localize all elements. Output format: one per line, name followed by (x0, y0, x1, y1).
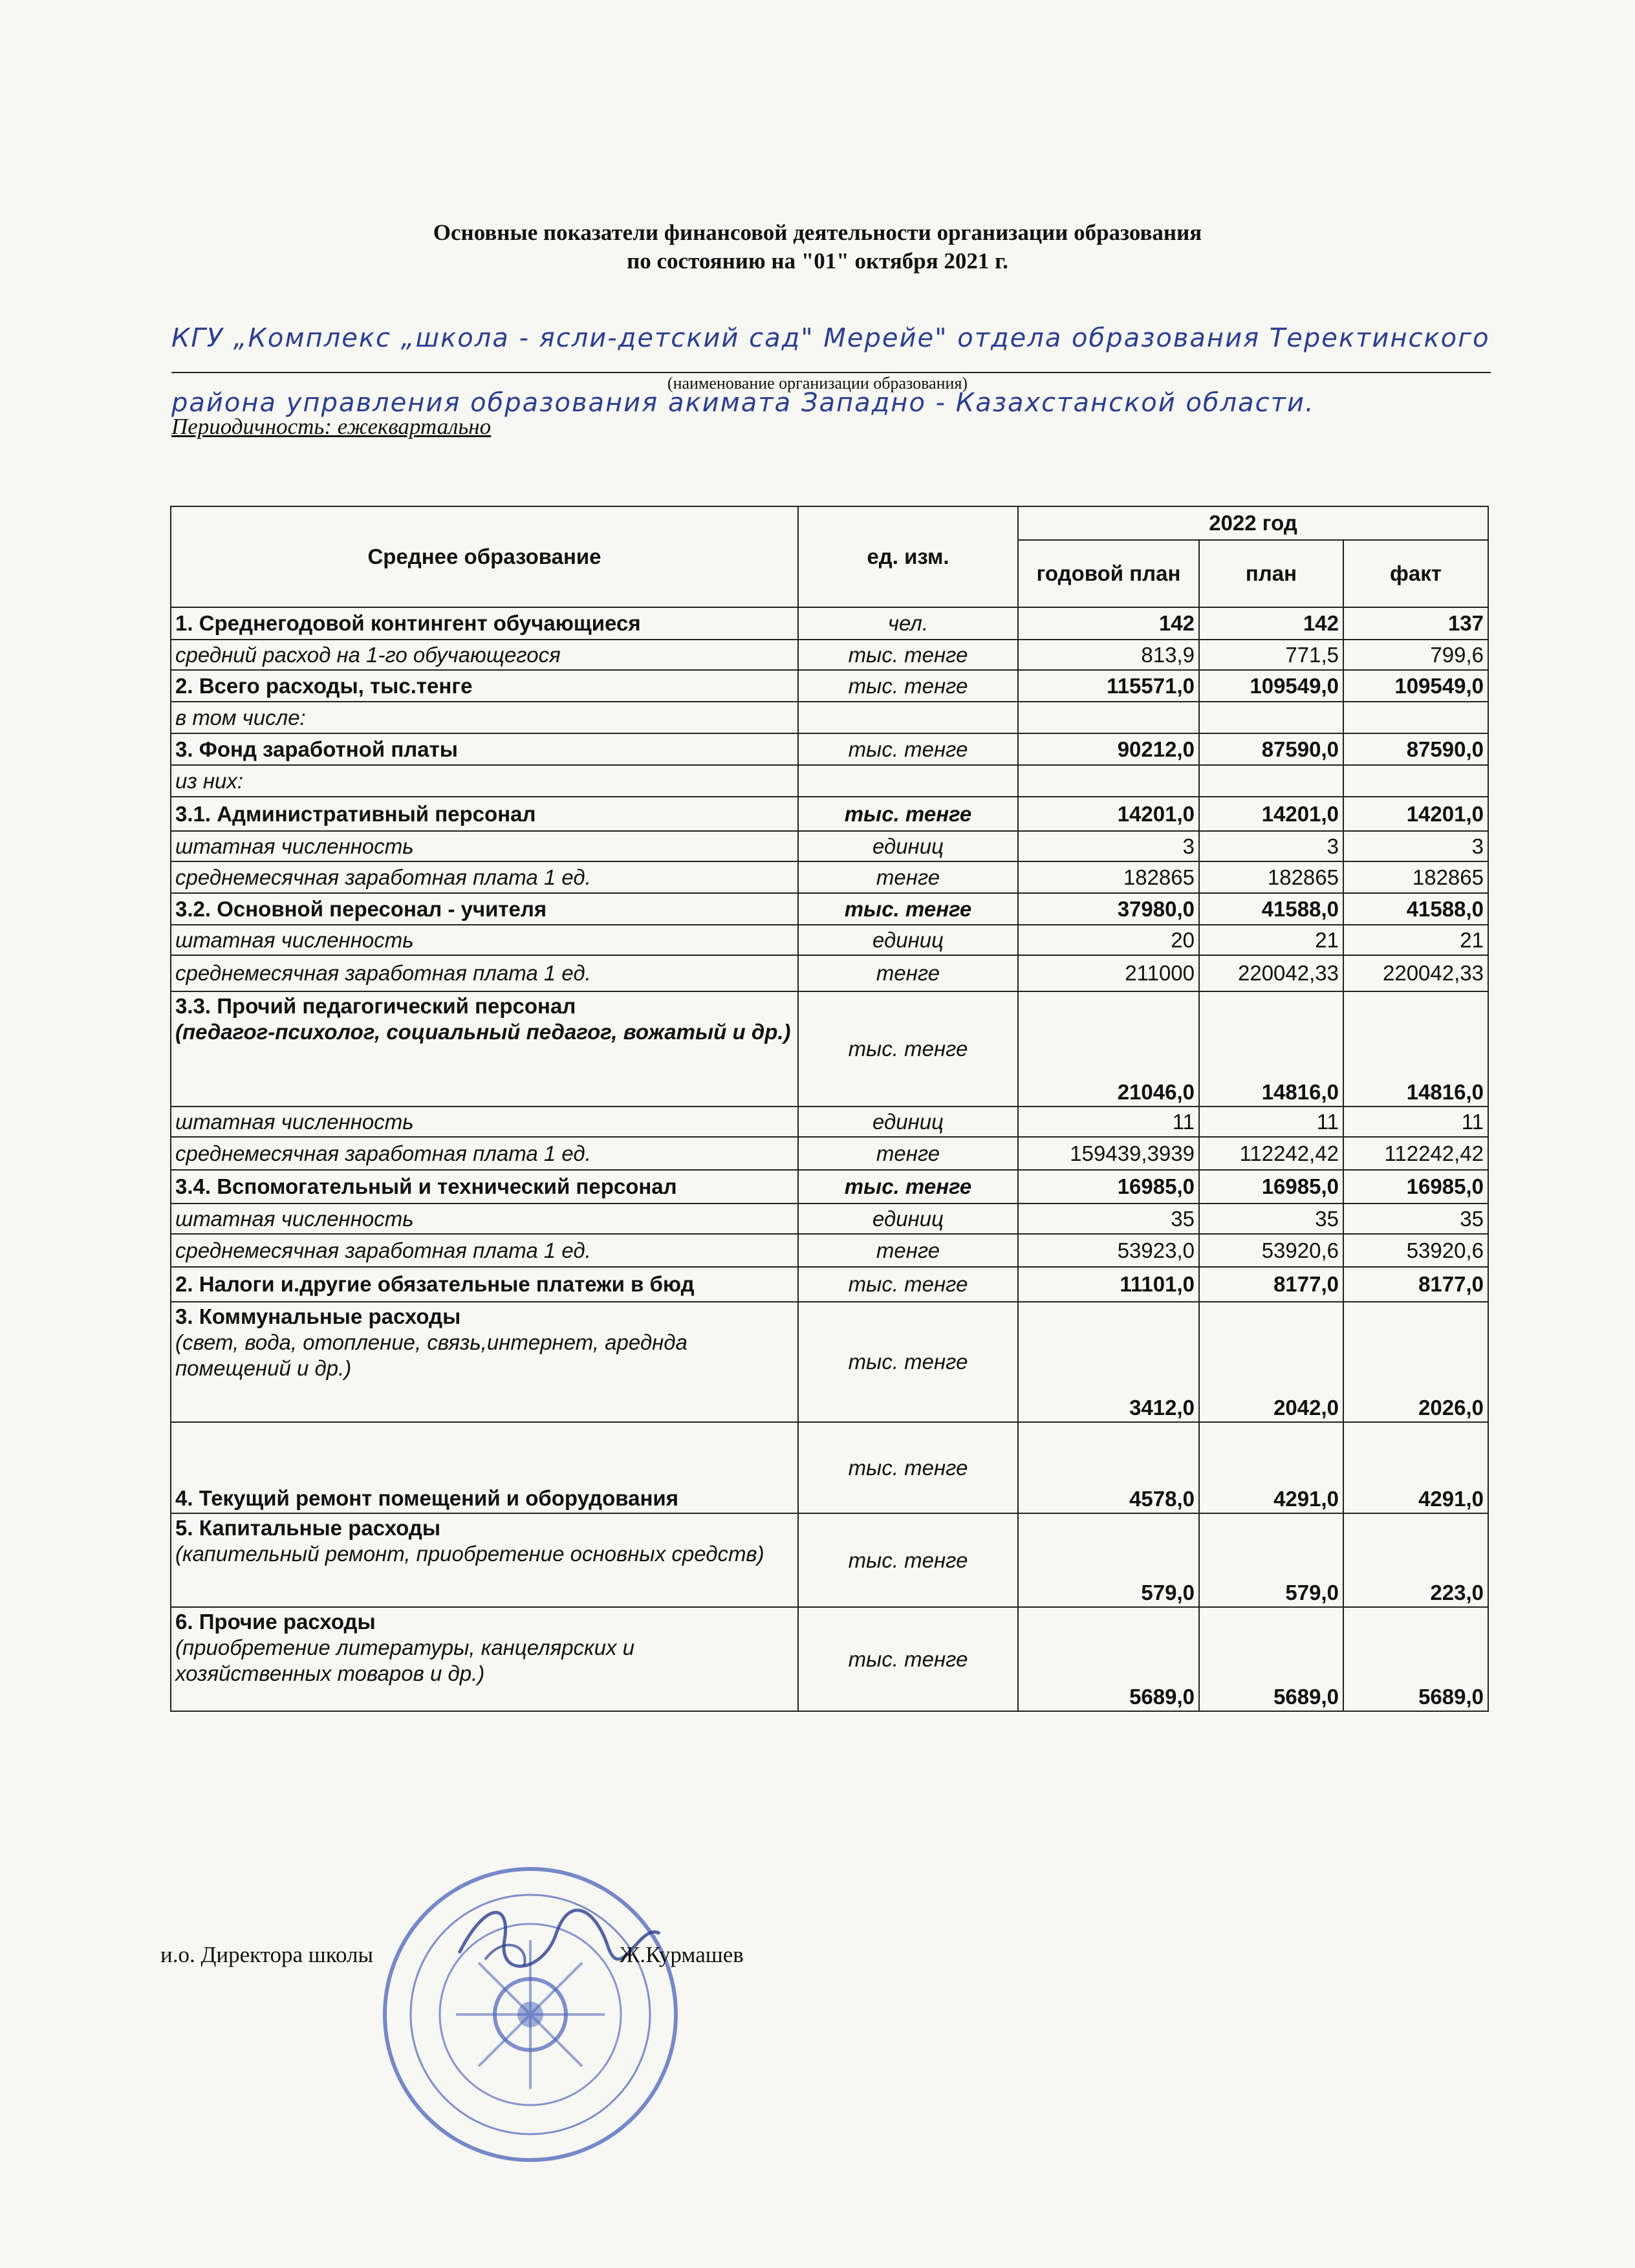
row-value-annual: 53923,0 (1018, 1234, 1199, 1267)
table-row (171, 1607, 1488, 1711)
row-label (171, 797, 798, 831)
row-value-plan: 87590,0 (1199, 733, 1343, 765)
row-value-plan: 3 (1199, 831, 1343, 861)
row-label-main: среднемесячная заработная плата 1 ед. (175, 1238, 591, 1262)
row-label (171, 1607, 798, 1711)
row-unit (798, 765, 1018, 797)
row-value-annual: 20 (1018, 925, 1199, 955)
row-unit: чел. (798, 607, 1018, 640)
row-value-fact: 8177,0 (1343, 1267, 1488, 1302)
row-value-plan: 16985,0 (1199, 1170, 1343, 1204)
row-value-annual (1018, 702, 1199, 733)
row-value-annual: 115571,0 (1018, 670, 1199, 702)
table-row (171, 607, 1488, 640)
row-label (171, 607, 798, 640)
row-value-fact: 11 (1343, 1107, 1488, 1137)
row-label-main: 6. Прочие расходы (175, 1610, 376, 1634)
row-value-plan: 53920,6 (1199, 1234, 1343, 1267)
row-value-fact: 223,0 (1343, 1513, 1488, 1607)
row-value-annual: 579,0 (1018, 1513, 1199, 1607)
table-row (171, 1234, 1488, 1267)
row-label-main: штатная численность (175, 1206, 414, 1231)
row-label-note: (капительный ремонт, приобретение основных средств) (175, 1542, 764, 1566)
row-value-plan: 142 (1199, 607, 1343, 640)
row-value-annual: 159439,3939 (1018, 1137, 1199, 1170)
row-value-annual: 11101,0 (1018, 1267, 1199, 1302)
row-value-annual: 21046,0 (1018, 991, 1199, 1107)
row-unit: тыс. тенге (798, 733, 1018, 765)
table-row (171, 765, 1488, 797)
row-label (171, 861, 798, 893)
row-value-fact: 4291,0 (1343, 1422, 1488, 1513)
row-label (171, 1302, 798, 1422)
table-row (171, 1107, 1488, 1137)
row-label-main: средний расход на 1-го обучающегося (175, 642, 561, 667)
row-unit: тыс. тенге (798, 991, 1018, 1107)
row-value-fact: 53920,6 (1343, 1234, 1488, 1267)
title-line-1: Основные показатели финансовой деятельности организации образования (433, 220, 1202, 245)
table-row (171, 991, 1488, 1107)
row-value-fact: 2026,0 (1343, 1302, 1488, 1422)
row-label-main: 3.4. Вспомогательный и технический персонал (175, 1174, 677, 1198)
table-row (171, 1170, 1488, 1204)
row-value-annual: 182865 (1018, 861, 1199, 893)
row-label-main: среднемесячная заработная плата 1 ед. (175, 1141, 591, 1165)
row-unit: тыс. тенге (798, 1607, 1018, 1711)
header-fact: факт (1343, 540, 1488, 607)
signature-name: Ж.Курмашев (620, 1942, 744, 1967)
row-label (171, 1107, 798, 1137)
row-value-annual: 5689,0 (1018, 1607, 1199, 1711)
row-value-plan: 109549,0 (1199, 670, 1343, 702)
row-value-fact: 21 (1343, 925, 1488, 955)
row-label (171, 1234, 798, 1267)
row-label-main: 2. Налоги и.другие обязательные платежи в бюд (175, 1272, 695, 1296)
row-label (171, 1422, 798, 1513)
document-title (0, 219, 1635, 275)
row-unit: единиц (798, 831, 1018, 861)
row-label-note: (приобретение литературы, канцелярских и хозяйственных товаров и др.) (175, 1636, 634, 1685)
row-label (171, 1513, 798, 1607)
row-label-main: 3. Фонд заработной платы (175, 737, 458, 761)
row-unit: тенге (798, 1234, 1018, 1267)
row-value-annual: 90212,0 (1018, 733, 1199, 765)
row-unit (798, 702, 1018, 733)
row-unit: тыс. тенге (798, 640, 1018, 670)
row-value-fact: 137 (1343, 607, 1488, 640)
row-label-main: штатная численность (175, 1109, 414, 1134)
row-value-annual: 211000 (1018, 955, 1199, 991)
row-value-fact: 112242,42 (1343, 1137, 1488, 1170)
row-label-main: среднемесячная заработная плата 1 ед. (175, 961, 591, 985)
row-label-main: 2. Всего расходы, тыс.тенге (175, 673, 473, 698)
table-row (171, 797, 1488, 831)
row-label (171, 733, 798, 765)
row-value-fact (1343, 702, 1488, 733)
row-value-annual: 3 (1018, 831, 1199, 861)
row-label-main: 4. Текущий ремонт помещений и оборудования (175, 1486, 678, 1510)
row-value-plan: 112242,42 (1199, 1137, 1343, 1170)
row-value-fact: 35 (1343, 1204, 1488, 1234)
row-value-plan: 8177,0 (1199, 1267, 1343, 1302)
row-unit: тыс. тенге (798, 1170, 1018, 1204)
row-value-fact: 109549,0 (1343, 670, 1488, 702)
row-value-fact: 41588,0 (1343, 893, 1488, 925)
row-value-plan: 182865 (1199, 861, 1343, 893)
row-value-fact: 14201,0 (1343, 797, 1488, 831)
row-label (171, 1170, 798, 1204)
header-plan: план (1199, 540, 1343, 607)
row-value-plan (1199, 702, 1343, 733)
table-row (171, 702, 1488, 733)
signature-role: и.о. Директора школы (160, 1942, 373, 1967)
row-label-main: штатная численность (175, 927, 414, 952)
row-value-plan: 771,5 (1199, 640, 1343, 670)
row-label-main: в том числе: (175, 705, 306, 729)
organization-caption: (наименование организации образования) (667, 374, 968, 393)
row-unit: тыс. тенге (798, 893, 1018, 925)
row-unit: единиц (798, 1107, 1018, 1137)
row-value-fact: 3 (1343, 831, 1488, 861)
row-label-main: штатная численность (175, 834, 414, 858)
header-annual-plan: годовой план (1018, 540, 1199, 607)
table-row (171, 1204, 1488, 1234)
table-row (171, 670, 1488, 702)
row-label (171, 702, 798, 733)
row-label-main: 5. Капитальные расходы (175, 1516, 441, 1540)
row-value-annual: 11 (1018, 1107, 1199, 1137)
row-label (171, 893, 798, 925)
row-unit: единиц (798, 1204, 1018, 1234)
table-row (171, 955, 1488, 991)
row-label (171, 1267, 798, 1302)
row-unit: тенге (798, 1137, 1018, 1170)
row-unit: тыс. тенге (798, 670, 1018, 702)
row-value-plan: 35 (1199, 1204, 1343, 1234)
row-label-main: из них: (175, 768, 244, 793)
row-value-plan: 579,0 (1199, 1513, 1343, 1607)
row-value-fact: 14816,0 (1343, 991, 1488, 1107)
row-unit: единиц (798, 925, 1018, 955)
row-value-annual: 813,9 (1018, 640, 1199, 670)
row-label-main: 3. Коммунальные расходы (175, 1304, 461, 1328)
table-row (171, 1513, 1488, 1607)
table-row (171, 1267, 1488, 1302)
row-value-annual: 142 (1018, 607, 1199, 640)
row-value-plan: 41588,0 (1199, 893, 1343, 925)
table-row (171, 1422, 1488, 1513)
row-unit: тыс. тенге (798, 1422, 1018, 1513)
table-row (171, 1302, 1488, 1422)
table-row (171, 1137, 1488, 1170)
table-row (171, 925, 1488, 955)
title-line-2: по состоянию на "01" октября 2021 г. (627, 248, 1008, 274)
row-value-fact: 5689,0 (1343, 1607, 1488, 1711)
row-value-plan: 220042,33 (1199, 955, 1343, 991)
row-label-main: 3.1. Административный персонал (175, 801, 536, 826)
row-label-main: 3.3. Прочий педагогический персонал (175, 994, 576, 1018)
row-value-plan (1199, 765, 1343, 797)
row-unit: тыс. тенге (798, 1513, 1018, 1607)
row-value-plan: 4291,0 (1199, 1422, 1343, 1513)
row-value-annual: 3412,0 (1018, 1302, 1199, 1422)
row-value-plan: 14201,0 (1199, 797, 1343, 831)
row-label (171, 991, 798, 1107)
row-label (171, 1137, 798, 1170)
row-label-main: среднемесячная заработная плата 1 ед. (175, 865, 591, 889)
row-value-plan: 11 (1199, 1107, 1343, 1137)
organization-handwritten-line-1: КГУ „Комплекс „школа - ясли-детский сад" Мерейе" отдела образования Теректинского (171, 323, 1490, 353)
table-row (171, 861, 1488, 893)
row-unit: тенге (798, 955, 1018, 991)
row-label (171, 1204, 798, 1234)
organization-underline (171, 372, 1491, 373)
table-row (171, 831, 1488, 861)
row-label (171, 831, 798, 861)
row-value-annual: 4578,0 (1018, 1422, 1199, 1513)
table-row (171, 640, 1488, 670)
row-value-fact (1343, 765, 1488, 797)
financial-indicators-table (170, 506, 1489, 1712)
row-unit: тенге (798, 861, 1018, 893)
row-value-fact: 220042,33 (1343, 955, 1488, 991)
row-value-annual: 14201,0 (1018, 797, 1199, 831)
row-value-fact: 182865 (1343, 861, 1488, 893)
row-label-note: (педагог-психолог, социальный педагог, вожатый и др.) (175, 1020, 791, 1044)
row-value-annual (1018, 765, 1199, 797)
row-label (171, 955, 798, 991)
row-label-main: 3.2. Основной пересонал - учителя (175, 896, 547, 921)
table-row (171, 733, 1488, 765)
row-unit: тыс. тенге (798, 1302, 1018, 1422)
row-value-plan: 2042,0 (1199, 1302, 1343, 1422)
row-label (171, 640, 798, 670)
row-value-plan: 21 (1199, 925, 1343, 955)
row-label (171, 670, 798, 702)
row-value-plan: 5689,0 (1199, 1607, 1343, 1711)
header-year: 2022 год (1018, 506, 1488, 540)
row-value-annual: 37980,0 (1018, 893, 1199, 925)
organization-handwritten-line-2: района управления образования акимата Западно - Казахстанской области. (171, 388, 1315, 418)
row-label (171, 925, 798, 955)
header-education: Среднее образование (171, 506, 798, 607)
row-value-plan: 14816,0 (1199, 991, 1343, 1107)
row-label-note: (свет, вода, отопление, связь,интернет, ареднда помещений и др.) (175, 1330, 688, 1380)
row-unit: тыс. тенге (798, 797, 1018, 831)
periodicity-label: Периодичность: ежеквартально (171, 414, 492, 439)
header-unit: ед. изм. (798, 506, 1018, 607)
row-label-main: 1. Среднегодовой контингент обучающиеся (175, 611, 641, 635)
row-value-annual: 35 (1018, 1204, 1199, 1234)
row-value-fact: 16985,0 (1343, 1170, 1488, 1204)
table-row (171, 893, 1488, 925)
row-value-fact: 799,6 (1343, 640, 1488, 670)
row-value-fact: 87590,0 (1343, 733, 1488, 765)
row-label (171, 765, 798, 797)
row-value-annual: 16985,0 (1018, 1170, 1199, 1204)
row-unit: тыс. тенге (798, 1267, 1018, 1302)
